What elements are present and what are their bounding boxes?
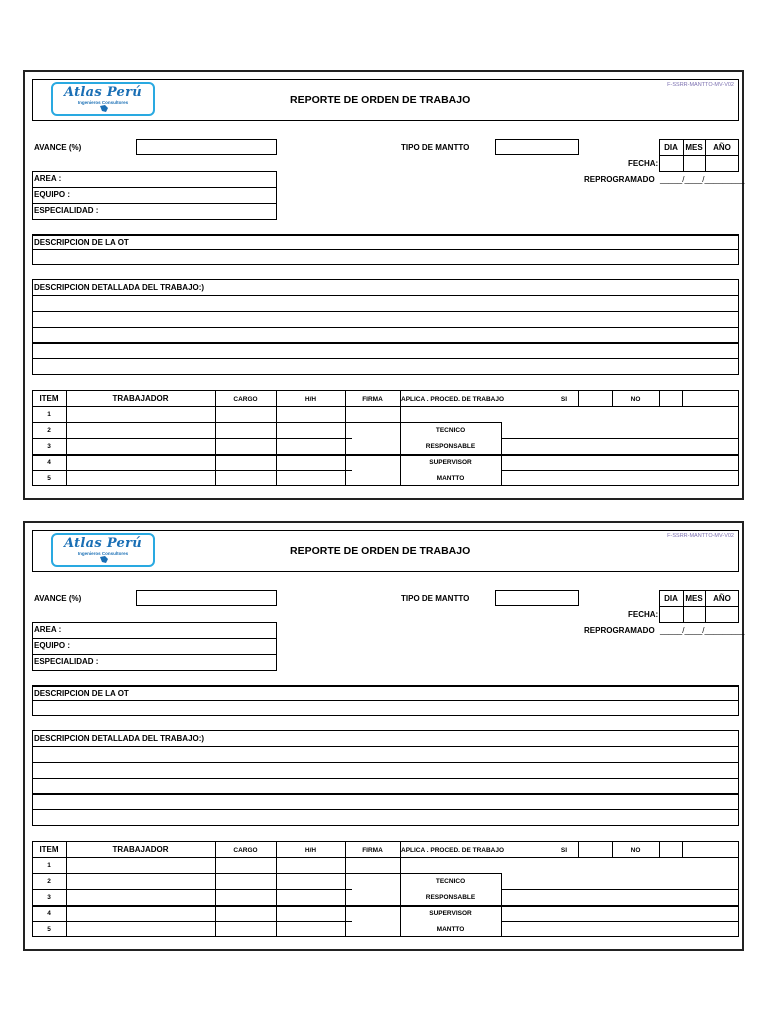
avance-label: AVANCE (%) — [34, 143, 82, 152]
si-checkbox[interactable] — [578, 390, 612, 406]
si-checkbox[interactable] — [578, 841, 612, 857]
date-header-mes: MES — [685, 143, 703, 152]
signature-tecnico-label: TECNICO — [435, 427, 466, 434]
item-number: 1 — [47, 862, 51, 869]
avance-field[interactable] — [136, 139, 277, 155]
especialidad-label: ESPECIALIDAD : — [34, 657, 99, 666]
col-cargo: CARGO — [233, 396, 258, 403]
col-trabajador: TRABAJADOR — [112, 845, 169, 854]
item-number: 5 — [47, 475, 51, 482]
reprogramado-date[interactable]: _____/____/_________ — [660, 626, 745, 635]
date-header-anio: AÑO — [713, 143, 731, 152]
logo-subtitle: Ingenieros Consultores — [77, 100, 129, 105]
logo — [51, 82, 155, 116]
tipo-mantto-label: TIPO DE MANTTO — [401, 143, 470, 152]
item-number: 3 — [47, 894, 51, 901]
col-aplica: APLICA . PROCED. DE TRABAJO — [401, 847, 505, 854]
tipo-mantto-field[interactable] — [495, 139, 579, 155]
col-item: ITEM — [39, 394, 59, 403]
logo-title: Atlas Perú — [63, 536, 143, 551]
col-trabajador: TRABAJADOR — [112, 394, 169, 403]
col-si: SI — [560, 847, 568, 854]
col-firma: FIRMA — [362, 847, 383, 854]
avance-label: AVANCE (%) — [34, 594, 82, 603]
work-order-form-1 — [23, 70, 744, 500]
tipo-mantto-field[interactable] — [495, 590, 579, 606]
especialidad-label: ESPECIALIDAD : — [34, 206, 99, 215]
fecha-label: FECHA: — [628, 610, 659, 619]
desc-ot-label: DESCRIPCION DE LA OT — [34, 238, 129, 247]
signature-tecnico-label: TECNICO — [435, 878, 466, 885]
desc-detallada-label: DESCRIPCION DETALLADA DEL TRABAJO:) — [34, 734, 205, 743]
signature-mantto-label: MANTTO — [436, 926, 465, 933]
equipo-label: EQUIPO : — [34, 190, 71, 199]
desc-ot-label: DESCRIPCION DE LA OT — [34, 689, 129, 698]
area-label: AREA : — [34, 625, 62, 634]
reprogramado-date[interactable]: _____/____/_________ — [660, 175, 745, 184]
col-hh: H/H — [304, 847, 317, 854]
logo-title: Atlas Perú — [63, 85, 143, 100]
col-cargo: CARGO — [233, 847, 258, 854]
form-code: F-SSRR-MANTTO-MV-V02 — [667, 82, 734, 88]
date-header-dia: DIA — [664, 143, 678, 152]
col-hh: H/H — [304, 396, 317, 403]
signature-mantto-label: MANTTO — [436, 475, 465, 482]
date-header-mes: MES — [685, 594, 703, 603]
item-number: 3 — [47, 443, 51, 450]
reprogramado-label: REPROGRAMADO — [584, 175, 655, 184]
item-number: 2 — [47, 427, 51, 434]
item-number: 4 — [47, 459, 51, 466]
form-title: REPORTE DE ORDEN DE TRABAJO — [290, 94, 471, 106]
col-item: ITEM — [39, 845, 59, 854]
col-no: NO — [630, 847, 641, 854]
no-checkbox[interactable] — [659, 390, 682, 406]
signature-supervisor-label: SUPERVISOR — [429, 459, 472, 466]
col-aplica: APLICA . PROCED. DE TRABAJO — [401, 396, 505, 403]
area-label: AREA : — [34, 174, 62, 183]
item-number: 1 — [47, 411, 51, 418]
item-number: 5 — [47, 926, 51, 933]
item-number: 2 — [47, 878, 51, 885]
signature-supervisor-label: SUPERVISOR — [429, 910, 472, 917]
work-order-form-2 — [23, 521, 744, 951]
col-si: SI — [560, 396, 568, 403]
fecha-label: FECHA: — [628, 159, 659, 168]
col-no: NO — [630, 396, 641, 403]
tipo-mantto-label: TIPO DE MANTTO — [401, 594, 470, 603]
avance-field[interactable] — [136, 590, 277, 606]
form-title: REPORTE DE ORDEN DE TRABAJO — [290, 545, 471, 557]
col-firma: FIRMA — [362, 396, 383, 403]
item-number: 4 — [47, 910, 51, 917]
desc-detallada-label: DESCRIPCION DETALLADA DEL TRABAJO:) — [34, 283, 205, 292]
logo — [51, 533, 155, 567]
signature-responsable-label: RESPONSABLE — [425, 443, 476, 450]
date-header-dia: DIA — [664, 594, 678, 603]
equipo-label: EQUIPO : — [34, 641, 71, 650]
reprogramado-label: REPROGRAMADO — [584, 626, 655, 635]
peru-map-icon — [99, 556, 109, 564]
date-header-anio: AÑO — [713, 594, 731, 603]
peru-map-icon — [99, 105, 109, 113]
form-code: F-SSRR-MANTTO-MV-V02 — [667, 533, 734, 539]
signature-responsable-label: RESPONSABLE — [425, 894, 476, 901]
no-checkbox[interactable] — [659, 841, 682, 857]
logo-subtitle: Ingenieros Consultores — [77, 551, 129, 556]
